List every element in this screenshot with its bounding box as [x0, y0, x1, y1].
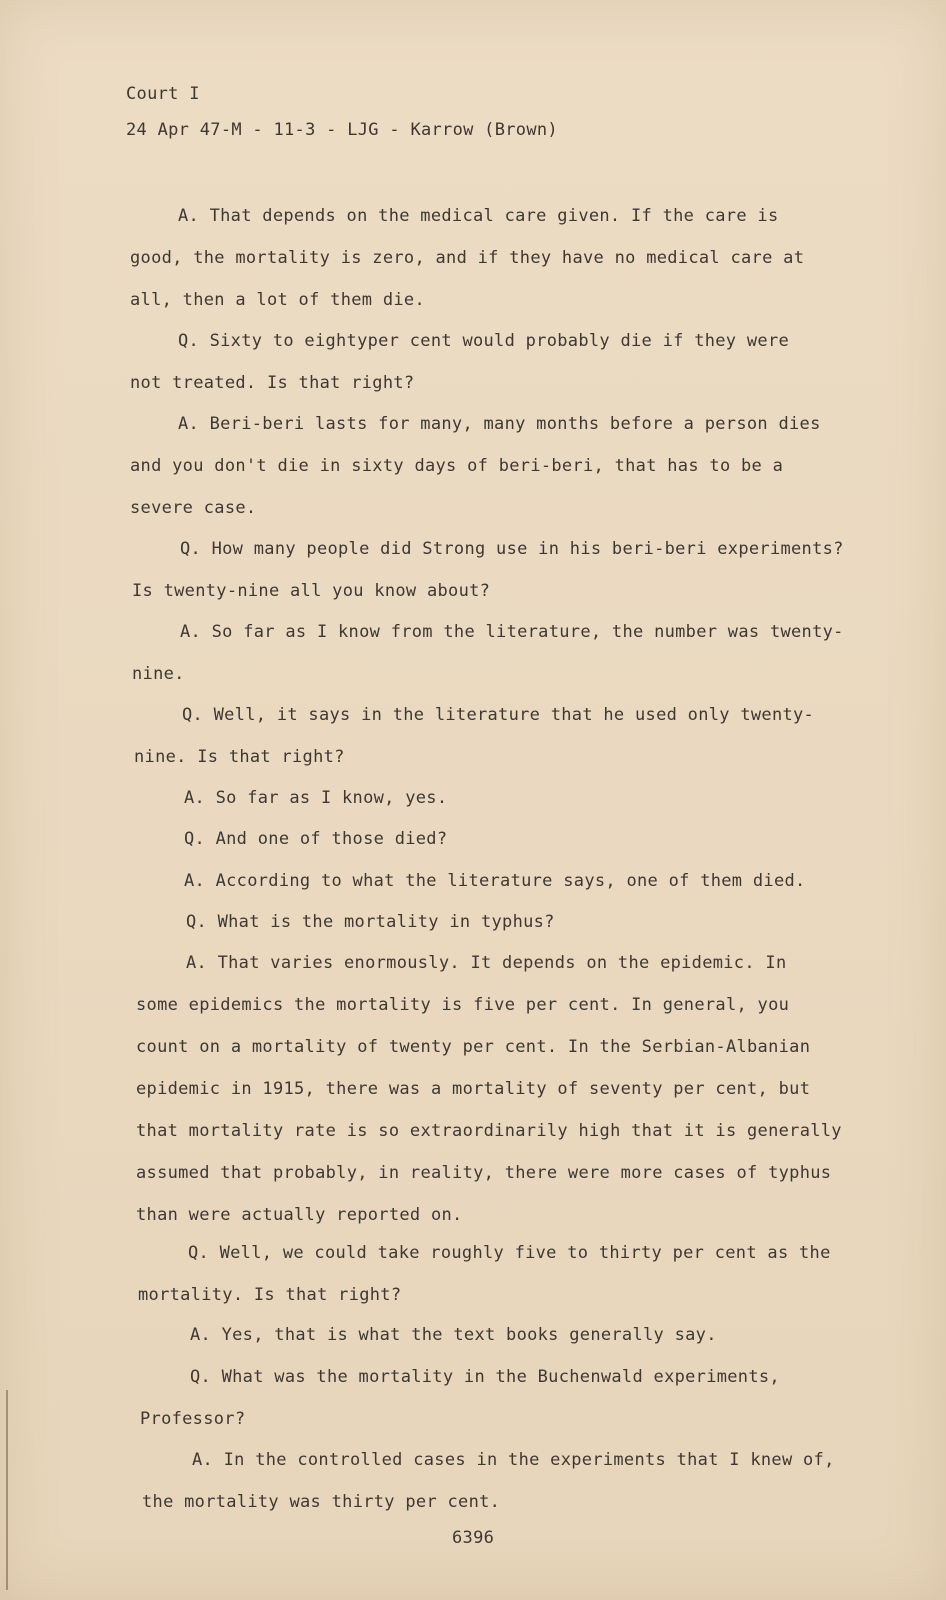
transcript-line: some epidemics the mortality is five per cent. In general, you [136, 995, 790, 1015]
transcript-line: A. That varies enormously. It depends on the epidemic. In [186, 953, 787, 973]
transcript-paragraph [130, 320, 790, 404]
transcript-line: A. Yes, that is what the text books generally say. [190, 1325, 717, 1345]
transcript-paragraph [132, 611, 844, 695]
transcript-line: nine. Is that right? [134, 747, 345, 767]
transcript-line: the mortality was thirty per cent. [142, 1492, 501, 1512]
transcript-paragraph [190, 1314, 717, 1356]
transcript-line: Q. Sixty to eightyper cent would probably die if they were [178, 331, 790, 351]
transcript-paragraph [186, 901, 555, 943]
transcript-line: epidemic in 1915, there was a mortality of seventy per cent, but [136, 1079, 811, 1099]
transcript-paragraph [130, 195, 805, 321]
transcript-paragraph [138, 1232, 831, 1316]
transcript-line: Q. What was the mortality in the Buchenwald experiments, [190, 1367, 780, 1387]
transcript-line: A. So far as I know from the literature, the number was twenty- [180, 622, 844, 642]
transcript-paragraph [142, 1439, 835, 1523]
transcript-paragraph [184, 777, 447, 819]
transcript-line: A. Beri-beri lasts for many, many months before a person dies [178, 414, 821, 434]
page-number: 6396 [452, 1528, 495, 1548]
transcript-line: Q. And one of those died? [184, 829, 448, 849]
court-label: Court I [126, 84, 200, 104]
transcript-line: good, the mortality is zero, and if they have no medical care at [130, 248, 805, 268]
transcript-paragraph [184, 818, 447, 860]
transcript-line: than were actually reported on. [136, 1205, 463, 1225]
transcript-line: A. According to what the literature says, one of them died. [184, 871, 806, 891]
transcript-line: Q. Well, it says in the literature that he used only twenty- [182, 705, 815, 725]
session-line: 24 Apr 47-M - 11-3 - LJG - Karrow (Brown) [126, 120, 558, 140]
transcript-line: nine. [132, 664, 185, 684]
transcript-line: A. That depends on the medical care given. If the care is [178, 206, 779, 226]
transcript-paragraph [136, 942, 842, 1236]
transcript-paragraph [140, 1356, 780, 1440]
transcript-line: severe case. [130, 498, 257, 518]
transcript-paragraph [184, 860, 806, 902]
transcript-line: all, then a lot of them die. [130, 290, 425, 310]
transcript-line: Professor? [140, 1409, 246, 1429]
transcript-paragraph [130, 403, 821, 529]
transcript-line: A. So far as I know, yes. [184, 788, 448, 808]
transcript-line: that mortality rate is so extraordinarily high that it is generally [136, 1121, 842, 1141]
transcript-line: Q. How many people did Strong use in his beri-beri experiments? [180, 539, 844, 559]
transcript-line: A. In the controlled cases in the experiments that I knew of, [192, 1450, 835, 1470]
transcript-line: Is twenty-nine all you know about? [132, 581, 491, 601]
transcript-line: count on a mortality of twenty per cent. In the Serbian-Albanian [136, 1037, 811, 1057]
transcript-line: Q. What is the mortality in typhus? [186, 912, 555, 932]
transcript-paragraph [132, 528, 844, 612]
transcript-line: Q. Well, we could take roughly five to thirty per cent as the [188, 1243, 831, 1263]
transcript-line: mortality. Is that right? [138, 1285, 402, 1305]
transcript-line: and you don't die in sixty days of beri-beri, that has to be a [130, 456, 784, 476]
transcript-line: assumed that probably, in reality, there were more cases of typhus [136, 1163, 832, 1183]
transcript-paragraph [134, 694, 815, 778]
transcript-line: not treated. Is that right? [130, 373, 415, 393]
margin-mark [6, 1390, 8, 1590]
